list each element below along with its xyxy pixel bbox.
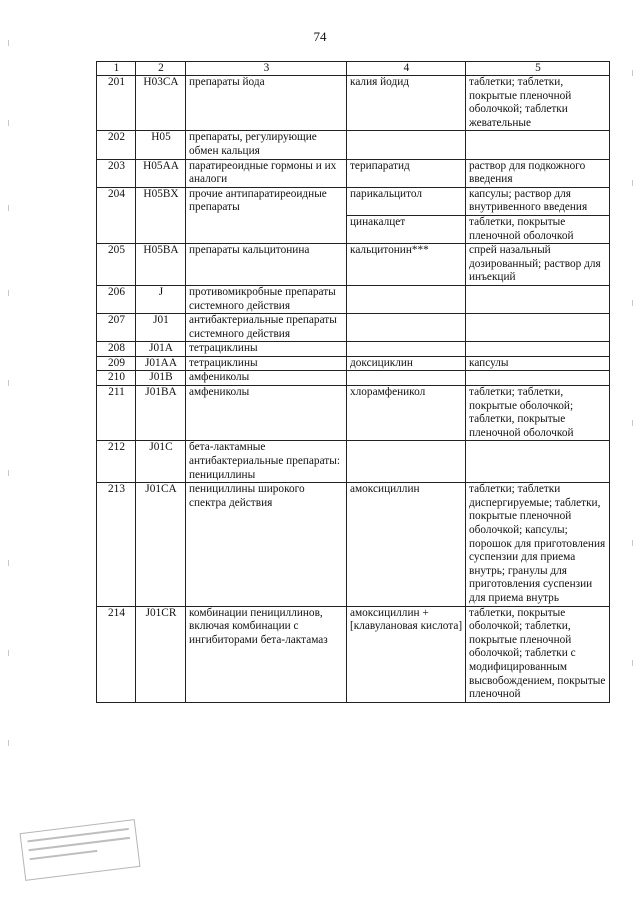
dosage-form <box>466 131 610 159</box>
table-row <box>97 356 610 371</box>
atc-code: H05 <box>136 131 186 159</box>
table-row <box>97 342 610 357</box>
table-row <box>97 159 610 187</box>
drug-name: кальцитонин*** <box>347 244 466 286</box>
table-row <box>97 244 610 286</box>
drug-name: доксициклин <box>347 356 466 371</box>
atc-group: амфениколы <box>186 371 347 386</box>
atc-code: H05AA <box>136 159 186 187</box>
dosage-form: таблетки; таблетки диспергируемые; таблетки, покрытые пленочной оболочкой; капсулы; порошок для приготовления суспензии для приема внутрь; гранулы для приготовления суспензии для приема внутрь <box>466 483 610 606</box>
column-header-number: 1 <box>97 62 136 76</box>
dosage-form: капсулы <box>466 356 610 371</box>
row-number: 212 <box>97 441 136 483</box>
drug-name: амоксициллин + [клавулановая кислота] <box>347 606 466 702</box>
table-row <box>97 285 610 313</box>
atc-code: J01A <box>136 342 186 357</box>
drug-name: амоксициллин <box>347 483 466 606</box>
atc-group: пенициллины широкого спектра действия <box>186 483 347 606</box>
atc-group: тетрациклины <box>186 356 347 371</box>
table-row <box>97 131 610 159</box>
column-header-code: 2 <box>136 62 186 76</box>
dosage-form <box>466 441 610 483</box>
row-number: 201 <box>97 76 136 131</box>
atc-group: прочие антипаратиреоидные препараты <box>186 187 347 243</box>
table-row <box>97 606 610 702</box>
dosage-form: таблетки; таблетки, покрытые оболочкой; таблетки, покрытые пленочной оболочкой <box>466 386 610 441</box>
row-number: 206 <box>97 285 136 313</box>
left-margin-binding-marks <box>8 0 10 905</box>
row-number: 209 <box>97 356 136 371</box>
column-header-form: 5 <box>466 62 610 76</box>
dosage-form <box>466 285 610 313</box>
atc-code: J01C <box>136 441 186 483</box>
table-row <box>97 386 610 441</box>
faded-stamp <box>20 819 141 881</box>
atc-code: J <box>136 285 186 313</box>
dosage-form: раствор для подкожного введения <box>466 159 610 187</box>
atc-code: H03CA <box>136 76 186 131</box>
drug-name: хлорамфеникол <box>347 386 466 441</box>
atc-group: паратиреоидные гормоны и их аналоги <box>186 159 347 187</box>
table-row <box>97 314 610 342</box>
atc-code: J01BA <box>136 386 186 441</box>
column-header-drug: 4 <box>347 62 466 76</box>
dosage-form: таблетки; таблетки, покрытые пленочной оболочкой; таблетки жевательные <box>466 76 610 131</box>
right-margin-binding-marks <box>632 0 634 905</box>
atc-group: бета-лактамные антибактериальные препараты: пенициллины <box>186 441 347 483</box>
atc-group: антибактериальные препараты системного действия <box>186 314 347 342</box>
dosage-form: спрей назальный дозированный; раствор для инъекций <box>466 244 610 286</box>
dosage-form: таблетки, покрытые оболочкой; таблетки, покрытые пленочной оболочкой; таблетки с модифицированным высвобождением, покрытые пленочной <box>466 606 610 702</box>
dosage-form: таблетки, покрытые пленочной оболочкой <box>466 215 610 243</box>
atc-group: тетрациклины <box>186 342 347 357</box>
row-number: 210 <box>97 371 136 386</box>
drug-name: парикальцитол <box>347 187 466 215</box>
row-number: 211 <box>97 386 136 441</box>
drug-name <box>347 131 466 159</box>
page-number: 74 <box>313 29 327 44</box>
drug-name <box>347 314 466 342</box>
atc-group: противомикробные препараты системного действия <box>186 285 347 313</box>
drug-name: цинакалцет <box>347 215 466 243</box>
atc-group: амфениколы <box>186 386 347 441</box>
drug-name: калия йодид <box>347 76 466 131</box>
atc-code: J01CR <box>136 606 186 702</box>
dosage-form <box>466 314 610 342</box>
row-number: 208 <box>97 342 136 357</box>
atc-group: препараты, регулирующие обмен кальция <box>186 131 347 159</box>
drug-name <box>347 441 466 483</box>
table-row <box>97 76 610 131</box>
dosage-form: капсулы; раствор для внутривенного введения <box>466 187 610 215</box>
row-number: 213 <box>97 483 136 606</box>
table-row <box>97 441 610 483</box>
drug-name <box>347 285 466 313</box>
dosage-form <box>466 342 610 357</box>
atc-code: J01AA <box>136 356 186 371</box>
atc-group: препараты кальцитонина <box>186 244 347 286</box>
row-number: 207 <box>97 314 136 342</box>
atc-group: комбинации пенициллинов, включая комбинации с ингибиторами бета-лактамаз <box>186 606 347 702</box>
atc-code: J01B <box>136 371 186 386</box>
row-number: 214 <box>97 606 136 702</box>
table-row <box>97 483 610 606</box>
column-header-group: 3 <box>186 62 347 76</box>
atc-code: H05BX <box>136 187 186 243</box>
atc-code: J01 <box>136 314 186 342</box>
row-number: 204 <box>97 187 136 243</box>
drug-list-table <box>96 61 610 703</box>
drug-name <box>347 371 466 386</box>
atc-code: H05BA <box>136 244 186 286</box>
atc-group: препараты йода <box>186 76 347 131</box>
table-row <box>97 187 610 215</box>
drug-name: терипаратид <box>347 159 466 187</box>
table-row <box>97 371 610 386</box>
row-number: 203 <box>97 159 136 187</box>
row-number: 202 <box>97 131 136 159</box>
drug-name <box>347 342 466 357</box>
row-number: 205 <box>97 244 136 286</box>
dosage-form <box>466 371 610 386</box>
atc-code: J01CA <box>136 483 186 606</box>
table-header-row <box>97 62 610 76</box>
